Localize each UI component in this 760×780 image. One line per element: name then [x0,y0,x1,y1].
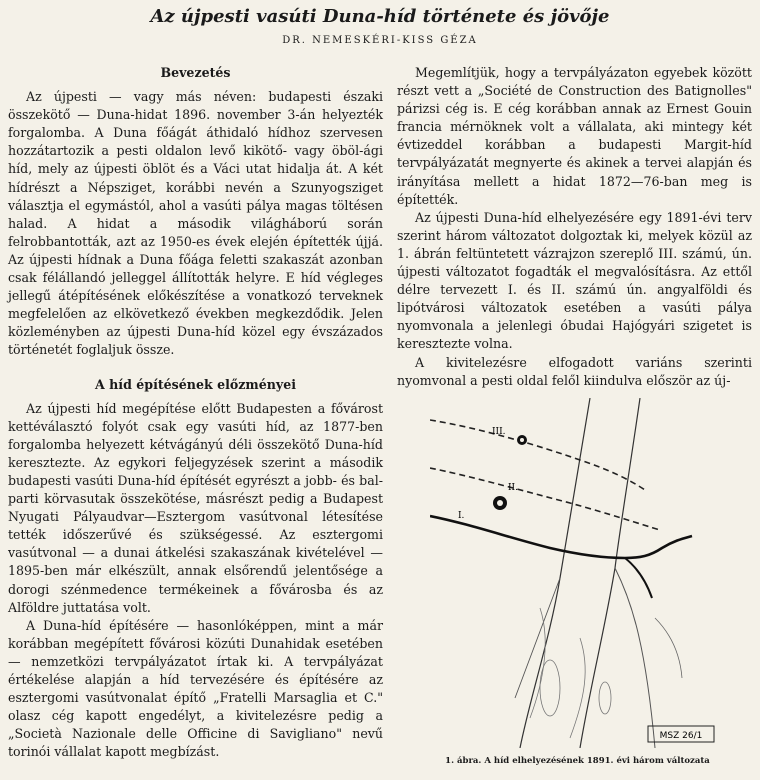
intro-paragraph: Az újpesti — vagy más néven: budapesti északi összekötő — Duna-hidat 1896. november 3-án helyezték forgalomba. A Duna főágát áthidaló hídhoz szervesen hozzátartozik a pesti oldalon levő kikötő- vagy öböl-ági híd, mely az újpesti öblöt és a Váci utat hidalja át. A két hídrészt a Népsziget, korábbi nevén a Szunyogsziget választja el egymástól, ahol a vasúti pálya magas töltésen halad. A hidat a második világháború során felrobbantották, azt az 1950-es évek elején építették újjá. Az újpesti hídnak a Duna főága feletti szakaszát azonban csak félállandó jelleggel állították helyre. E híd végleges jellegű átépítésének előkészítése a vonatkozó terveknek megfelelően az elkövetkező években megkezdődik. Jelen közleményben az újpesti Duna-híd közel egy évszázados történetét foglaljuk össze. [8,89,383,358]
island-edge-west [515,578,560,698]
map-drawing [430,398,720,748]
variant-label-iii: III. [492,427,506,437]
small-island [599,682,611,714]
right-paragraph-2: Az újpesti Duna-híd elhelyezésére egy 1891-évi terv szerint három változatot dolgoztak ki, melyek közül az 1. ábrán feltüntetett vázrajzon szereplő III. számú, ún. újpesti változatot fogadták el megvalósításra. Az ettől délre tervezett I. és II. számú ún. angyalföldi és lipótvárosi változatok esetében a vasúti pálya nyomvonala a jelenlegi óbudai Hajógyári szigetet is keresztezte volna. [397,209,752,352]
section-heading-intro: Bevezetés [160,65,231,80]
variant-i-line [430,516,692,558]
antecedents-paragraph-1: Az újpesti híd megépítése előtt Budapesten a fővárost kettéválasztó folyót csak egy vasúti híd, az 1877-ben forgalomba helyezett kétvágányú déli összekötő Duna-híd keresztezte. Az egykori feljegyzések szerint a második budapesti vasúti Duna-híd építését egyrészt a jobb- és bal-parti körvasutak összekötése, másrészt pedig a Budapest Nyugati Pályaudvar—Esztergom vasútvonal létesítése tették időszerűvé és szükségessé. Az esztergomi vasútvonal — a dunai átkelési szakaszának kivételével — 1895-ben már elkészült, annak elsőrendű jelentősége a dorogi szénmedence termékeinek a fővárosba és az Alföldre juttatása volt. [8,400,383,615]
right-paragraph-1: Megemlítjük, hogy a tervpályázaton egyebek között részt vett a „Société de Construction des Batignolles" párizsi cég is. E cég korábban annak az Ernest Gouin francia mérnöknek volt a vállalata, aki mintegy két évtizeddel korábban a budapesti Margit-híd tervpályázatát megnyerte és akinek a tervei alapján és irányítása mellett a hidat 1872—76-ban meg is építették. [397,65,752,207]
article-author: DR. NEMESKÉRI-KISS GÉZA [282,35,478,46]
road-line [655,618,682,678]
island-contour [570,638,585,738]
location-marker-icon [497,500,503,506]
variant-label-ii: II. [508,483,518,493]
small-island [540,660,560,716]
variant-iii-line [430,420,645,490]
section-heading-antecedents: A híd építésének előzményei [94,376,297,392]
bridge-variants-map [430,398,720,748]
figure-caption: 1. ábra. A híd elhelyezésének 1891. évi három változata [445,756,710,766]
location-marker-icon [520,438,524,442]
stamp-text: MSZ 26/1 [659,731,703,741]
right-paragraph-3: A kivitelezésre elfogadott variáns szerinti nyomvonal a pesti oldal felől kiindulva először az új- [397,354,752,388]
connection-line [625,558,652,598]
antecedents-paragraph-2: A Duna-híd építésére — hasonlóképpen, mint a már korábban megépített fővárosi közúti Dunahidak esetében — nemzetközi tervpályázatot írtak ki. A tervpályázat értékelése alapján a híd tervezésére és építésére az esztergomi vasútvonalat építő „Fratelli Marsaglia et C." olasz cég kapott engedélyt, a kivitelezésre pedig a „Società Nazionale delle Officine di Savigliano" nevű torinói vállalat kapott megbízást. [8,617,383,760]
article-title: Az újpesti vasúti Duna-híd története és jövője [150,6,610,27]
variant-label-i: I. [458,511,465,521]
harbour-bank [615,568,655,748]
river-bank-east [580,398,640,748]
river-bank-west [520,398,590,748]
right-column [397,64,752,390]
left-column [8,64,383,761]
